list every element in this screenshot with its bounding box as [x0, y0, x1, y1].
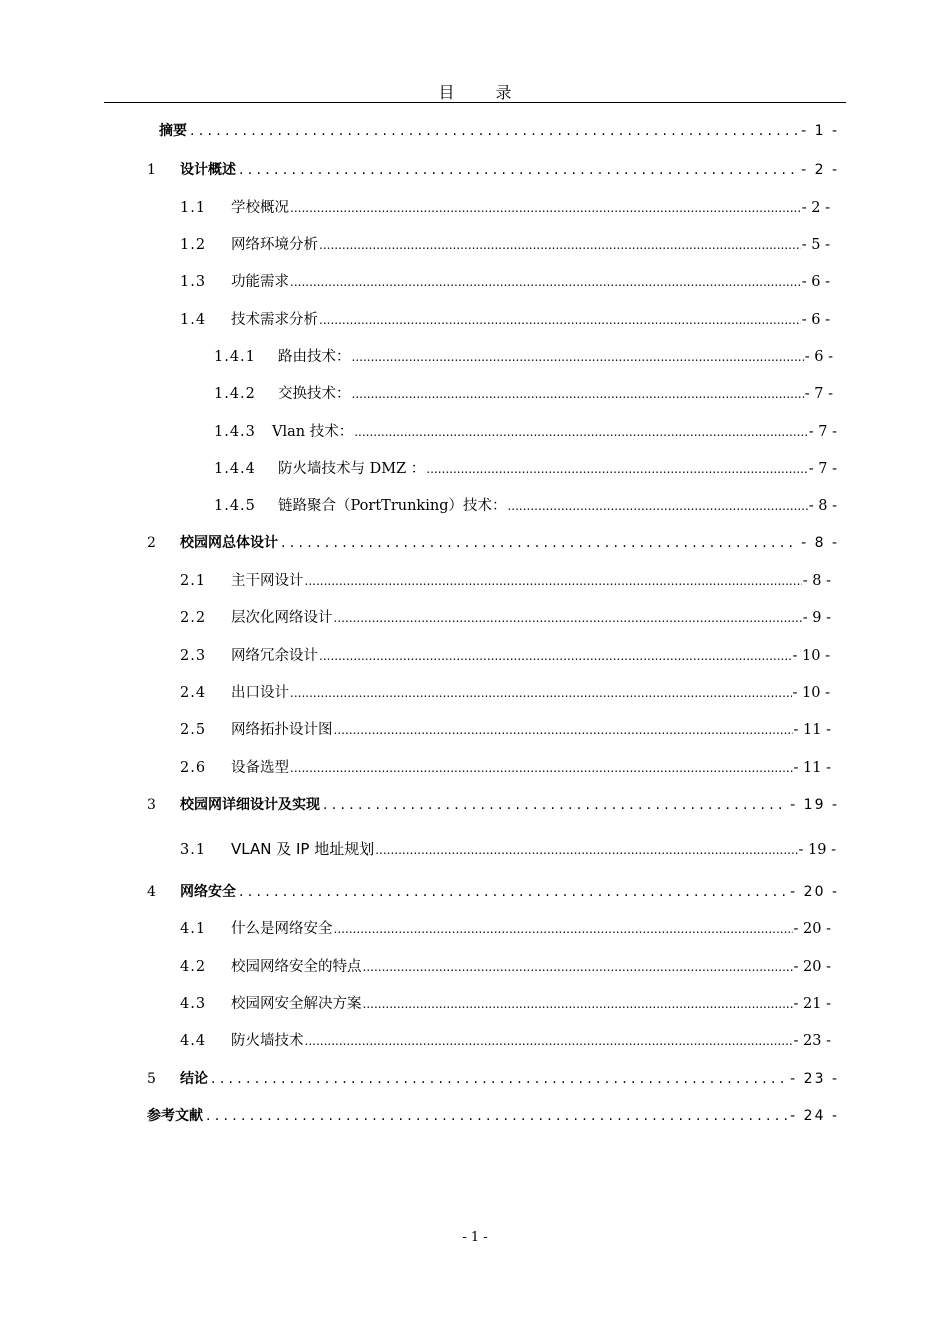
toc-entry-page: - 6 - [801, 312, 830, 328]
toc-entry-number: 1.4.5 [214, 498, 256, 514]
toc-entry-text: 网络环境分析 [231, 237, 318, 253]
footer-page-number: - 1 - [462, 1230, 488, 1245]
toc-entry-text: 学校概况 [231, 200, 289, 216]
toc-entry-page: - 8 - [802, 573, 831, 589]
toc-entry-1-4-2[interactable] [214, 383, 833, 405]
toc-entry-number: 1.4.2 [214, 386, 256, 402]
toc-entry-text: 主干网设计 [231, 573, 304, 589]
toc-leader-dots [281, 532, 798, 554]
toc-leader-dots [363, 956, 793, 978]
toc-entry-page: - 1 - [801, 123, 839, 139]
toc-entry-number: 1.4.4 [214, 461, 256, 477]
toc-entry-text: Vlan 技术： [272, 424, 354, 440]
toc-entry-text: 交换技术： [278, 386, 351, 402]
toc-leader-dots [352, 346, 804, 368]
toc-entry-2-3[interactable] [180, 645, 830, 667]
toc-leader-dots [239, 881, 787, 903]
toc-leader-dots [334, 607, 802, 629]
toc-entry-text: VLAN 及 IP 地址规划 [231, 840, 375, 858]
toc-entry-page: - 7 - [808, 461, 837, 477]
toc-entry-page: - 21 - [793, 996, 831, 1012]
toc-entry-number: 2.6 [180, 760, 207, 776]
toc-leader-dots [334, 719, 793, 741]
toc-entry-2-6[interactable] [180, 757, 831, 779]
toc-entry-number: 1.4.1 [214, 349, 256, 365]
toc-entry-number: 1.4.3 [214, 424, 256, 440]
toc-entry-text: 校园网总体设计 [180, 535, 278, 551]
toc-entry-text: 参考文献 [147, 1108, 203, 1124]
toc-entry-page: - 5 - [801, 237, 830, 253]
toc-entry-number: 1 [147, 162, 156, 178]
toc-entry-text: 网络安全 [180, 884, 236, 900]
toc-entry-2-1[interactable] [180, 570, 831, 592]
toc-entry-page: - 9 - [802, 610, 831, 626]
toc-entry-1-4-1[interactable] [214, 346, 833, 368]
toc-entry-page: - 11 - [793, 760, 831, 776]
toc-leader-dots [290, 271, 801, 293]
toc-entry-page: - 24 - [790, 1108, 839, 1124]
toc-entry-1-1[interactable] [180, 197, 830, 219]
toc-leader-dots [363, 993, 793, 1015]
toc-entry-page: - 6 - [804, 349, 833, 365]
toc-entry-references[interactable] [147, 1105, 839, 1127]
toc-entry-3[interactable] [147, 794, 839, 816]
toc-entry-number: 1.4 [180, 312, 207, 328]
toc-entry-page: - 19 - [790, 797, 839, 813]
toc-entry-page: - 8 - [801, 535, 839, 551]
toc-entry-abstract[interactable] [159, 120, 839, 142]
toc-entry-1[interactable] [147, 159, 839, 181]
toc-entry-page: - 7 - [804, 386, 833, 402]
toc-leader-dots [305, 1030, 793, 1052]
toc-leader-dots [323, 794, 787, 816]
toc-entry-page: - 10 - [792, 648, 830, 664]
toc-leader-dots [426, 458, 807, 480]
toc-entry-page: - 8 - [808, 498, 837, 514]
toc-entry-2-5[interactable] [180, 719, 831, 741]
toc-entry-page: - 20 - [793, 921, 831, 937]
toc-entry-text: 校园网详细设计及实现 [180, 797, 320, 813]
toc-entry-text: 层次化网络设计 [231, 610, 333, 626]
toc-entry-page: - 7 - [808, 424, 837, 440]
toc-leader-dots [211, 1068, 787, 1090]
toc-leader-dots [206, 1105, 787, 1127]
toc-entry-1-2[interactable] [180, 234, 830, 256]
toc-entry-text: 链路聚合（PortTrunking）技术： [278, 498, 507, 514]
page-title: 目 录 [438, 83, 530, 102]
toc-entry-number: 2.5 [180, 722, 207, 738]
toc-entry-3-1[interactable] [180, 838, 836, 860]
toc-leader-dots [354, 421, 808, 443]
toc-entry-text: 结论 [180, 1071, 208, 1087]
toc-entry-number: 1.2 [180, 237, 207, 253]
toc-entry-text: 技术需求分析 [231, 312, 318, 328]
toc-entry-number: 4.3 [180, 996, 207, 1012]
toc-entry-4-4[interactable] [180, 1030, 831, 1052]
toc-entry-1-4-3[interactable] [214, 421, 837, 443]
toc-leader-dots [239, 159, 798, 181]
toc-entry-2-2[interactable] [180, 607, 831, 629]
toc-entry-1-4-4[interactable] [214, 458, 837, 480]
toc-entry-text: 路由技术： [278, 349, 351, 365]
toc-leader-dots [319, 234, 801, 256]
toc-entry-text: 设计概述 [180, 162, 236, 178]
toc-entry-page: - 20 - [793, 959, 831, 975]
toc-entry-number: 3 [147, 797, 156, 813]
toc-leader-dots [352, 383, 804, 405]
toc-leader-dots [305, 570, 802, 592]
toc-leader-dots [375, 839, 797, 860]
toc-entry-4-2[interactable] [180, 956, 831, 978]
toc-entry-text: 校园网安全解决方案 [231, 996, 362, 1012]
toc-leader-dots [290, 197, 801, 219]
toc-entry-1-3[interactable] [180, 271, 830, 293]
toc-entry-number: 4.2 [180, 959, 207, 975]
toc-entry-text: 出口设计 [231, 685, 289, 701]
toc-entry-number: 4.1 [180, 921, 207, 937]
toc-entry-number: 3.1 [180, 842, 207, 858]
toc-entry-1-4-5[interactable] [214, 495, 837, 517]
toc-entry-text: 功能需求 [231, 274, 289, 290]
toc-entry-1-4[interactable] [180, 309, 830, 331]
toc-entry-text: 网络冗余设计 [231, 648, 318, 664]
toc-entry-number: 1.1 [180, 200, 207, 216]
toc-leader-dots [507, 495, 807, 517]
toc-entry-number: 2.2 [180, 610, 207, 626]
toc-entry-page: - 2 - [801, 200, 830, 216]
toc-entry-text: 防火墙技术与 DMZ ： [278, 461, 426, 477]
toc-entry-page: - 6 - [801, 274, 830, 290]
toc-entry-page: - 23 - [793, 1033, 831, 1049]
toc-entry-number: 4.4 [180, 1033, 207, 1049]
toc-entry-text: 校园网络安全的特点 [231, 959, 362, 975]
toc-entry-text: 防火墙技术 [231, 1033, 304, 1049]
toc-leader-dots [290, 757, 793, 779]
toc-entry-text: 什么是网络安全 [231, 921, 333, 937]
toc-entry-number: 2.3 [180, 648, 207, 664]
toc-entry-number: 5 [147, 1071, 156, 1087]
toc-entry-page: - 20 - [790, 884, 839, 900]
toc-entry-number: 2.1 [180, 573, 207, 589]
toc-leader-dots [290, 682, 792, 704]
toc-leader-dots [334, 918, 793, 940]
toc-entry-number: 4 [147, 884, 156, 900]
toc-leader-dots [190, 120, 798, 142]
toc-entry-4-3[interactable] [180, 993, 831, 1015]
toc-entry-number: 2 [147, 535, 156, 551]
toc-entry-2[interactable] [147, 532, 839, 554]
toc-entry-number: 1.3 [180, 274, 207, 290]
toc-entry-5[interactable] [147, 1068, 839, 1090]
toc-leader-dots [319, 309, 801, 331]
toc-entry-number: 2.4 [180, 685, 207, 701]
toc-leader-dots [319, 645, 792, 667]
toc-entry-text: 设备选型 [231, 760, 289, 776]
toc-entry-4[interactable] [147, 881, 839, 903]
toc-entry-4-1[interactable] [180, 918, 831, 940]
toc-entry-page: - 10 - [792, 685, 830, 701]
toc-entry-page: - 11 - [793, 722, 831, 738]
toc-entry-2-4[interactable] [180, 682, 830, 704]
toc-entry-text: 摘要 [159, 123, 187, 139]
toc-entry-page: - 2 - [801, 162, 839, 178]
toc-entry-page: - 19 - [798, 842, 836, 858]
toc-entry-text: 网络拓扑设计图 [231, 722, 333, 738]
toc-entry-page: - 23 - [790, 1071, 839, 1087]
